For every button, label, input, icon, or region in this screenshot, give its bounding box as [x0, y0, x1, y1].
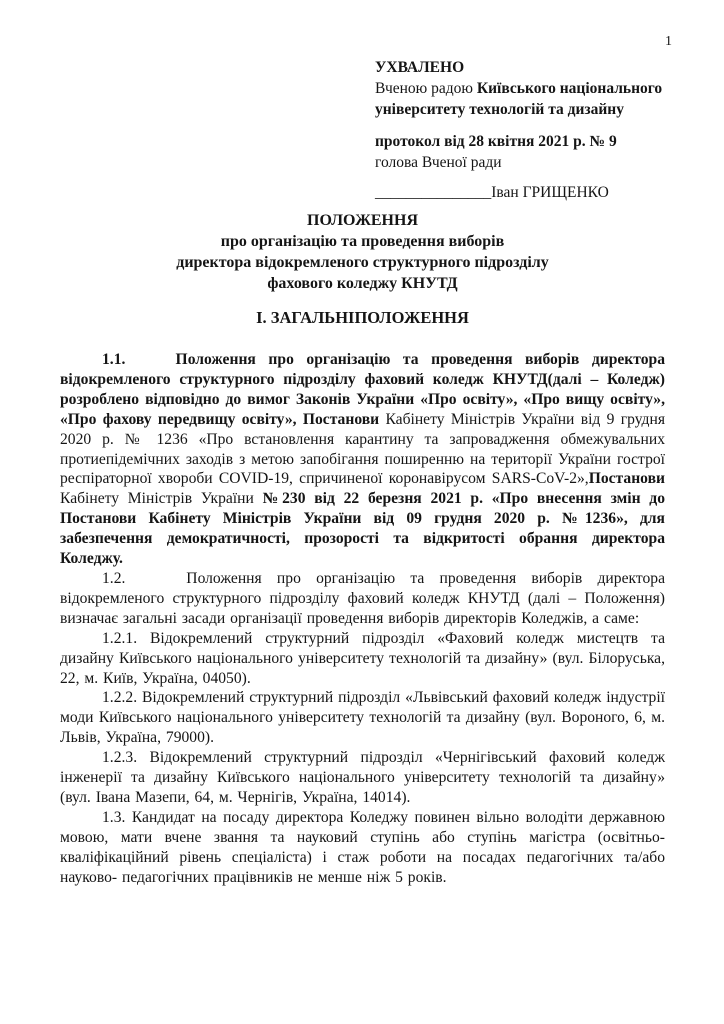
document-title-line-2: про організацію та проведення виборів	[220, 233, 505, 250]
approval-signature-line: _______________Іван ГРИЩЕНКО	[375, 184, 609, 201]
text-segment: Київського національного університету технологій та дизайну	[375, 80, 663, 118]
text-segment: 1.1. Положення про організацію та проведення виборів директора відокремленого структурного підрозділу фаховий коледж КНУТД(далі – Коледж) розроблено відповідно до вимог Законів України «Про освіту», «Про вищу освіту», «Про фахову передвищу освіту», Постанови	[60, 351, 665, 428]
text-segment: Вченою радою	[375, 80, 477, 97]
approval-block	[375, 57, 671, 203]
text-segment: 1.2.2. Відокремлений структурний підрозділ «Львівський фаховий коледж індустрії моди Київського національного університету технологій та дизайну (вул. Вороного, 6, м. Львів, Україна, 79000).	[60, 689, 665, 747]
paragraph-1-2-3	[60, 748, 665, 808]
section-body	[60, 350, 665, 887]
paragraph-1-2-2	[60, 688, 665, 748]
text-segment: 1.2. Положення про організацію та проведення виборів директора відокремленого структурного підрозділу фаховий коледж КНУТД (далі – Положення) визначає загальні засади організації проведення виборів директорів Коледжів, а саме:	[60, 569, 665, 627]
document-title-line-4: фахового коледжу КНУТД	[267, 275, 458, 292]
text-segment: Кабінету Міністрів України від 9 грудня 2020 р. № 1236 «Про встановлення карантину та запровадження обмежувальних протиепідемічних заходів з метою запобігання поширенню на території України гострої респіраторної хвороби COVID-19, спричиненої коронавірусом SARS-CoV-2»,	[60, 410, 665, 488]
document-title-line-3: директора відокремленого структурного підрозділу	[176, 254, 549, 271]
document-title	[60, 210, 665, 294]
document-title-line-1: ПОЛОЖЕННЯ	[307, 212, 418, 229]
text-segment: 1.2.1. Відокремлений структурний підрозділ «Фаховий коледж мистецтв та дизайну Київського національного університету технологій та дизайну» (вул. Білоруська, 22, м. Київ, Україна, 04050).	[60, 629, 665, 687]
paragraph-1-1	[60, 350, 665, 569]
approval-chair-line: голова Вченої ради	[375, 154, 502, 171]
page-number: 1	[665, 34, 672, 49]
paragraph-1-3	[60, 808, 665, 888]
approval-protocol-line: протокол від 28 квітня 2021 р. № 9	[375, 133, 617, 150]
approval-council-line	[375, 78, 671, 120]
section-heading: І. ЗАГАЛЬНІПОЛОЖЕННЯ	[256, 308, 469, 327]
text-segment: Постанови	[588, 470, 665, 488]
text-segment: №230 від 22 березня 2021 р. «Про внесення змін до Постанови Кабінету Міністрів України від 09 грудня 2020 р. №1236», для забезпечення демократичності, прозорості та відкритості обрання директора Коледжу.	[60, 490, 665, 568]
document-content	[60, 210, 665, 887]
text-segment: Кабінету Міністрів України	[60, 490, 263, 508]
approval-decided-label: УХВАЛЕНО	[375, 59, 465, 76]
paragraph-1-2-1	[60, 629, 665, 689]
text-segment: 1.3. Кандидат на посаду директора Коледжу повинен вільно володіти державною мовою, мати вчене звання та науковий ступінь або ступінь магістра (освітньо-кваліфікаційний рівень спеціаліста) і стаж роботи на посадах педагогічних та/або науково- педагогічних працівників не менше ніж 5 років.	[60, 808, 665, 886]
text-segment: 1.2.3. Відокремлений структурний підрозділ «Чернігівський фаховий коледж інженерії та дизайну Київського національного університету технологій та дизайну» (вул. Івана Мазепи, 64, м. Чернігів, Україна, 14014).	[60, 749, 665, 806]
paragraph-1-2	[60, 569, 665, 629]
